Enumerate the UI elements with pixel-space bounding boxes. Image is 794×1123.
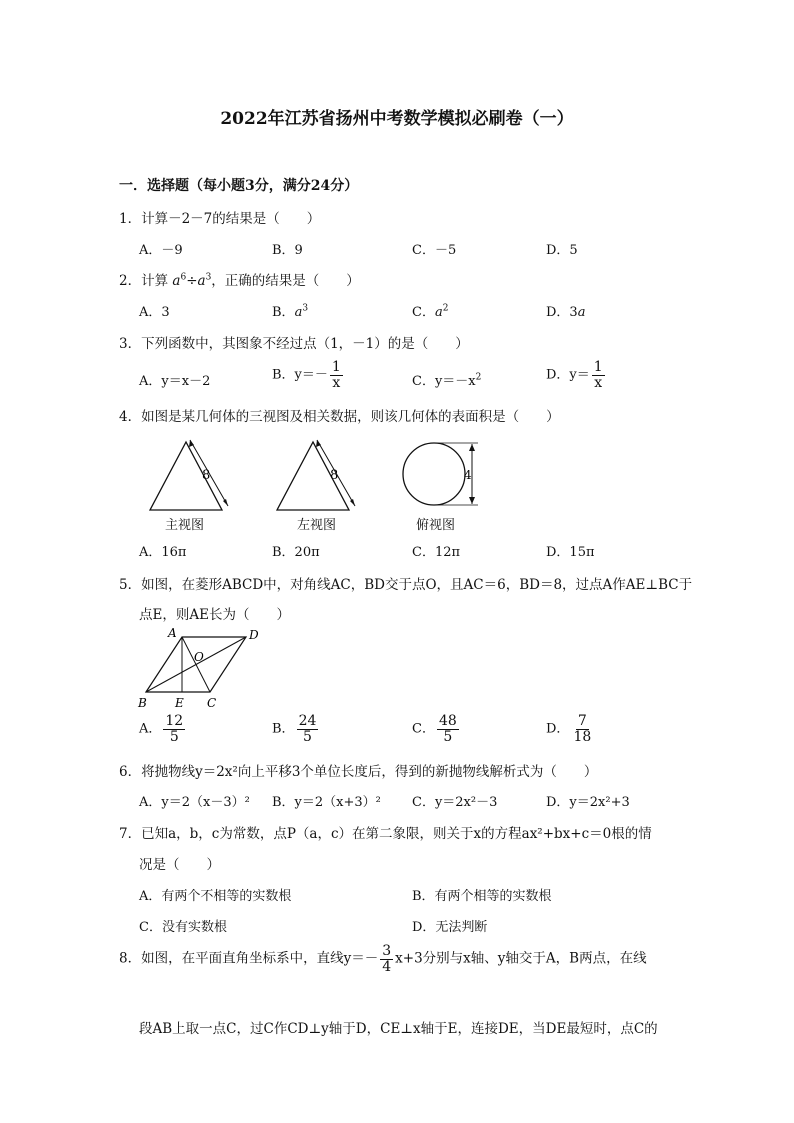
q3-d-label: D．y＝: [546, 367, 590, 383]
q3-b-den: x: [332, 374, 341, 391]
q2-d-var: a: [577, 305, 586, 320]
q2-c-var: a: [434, 305, 443, 320]
q2-stem-part: 2．计算: [119, 273, 173, 289]
q8-stem-pre: 8．如图，在平面直角坐标系中，直线y＝－: [119, 950, 379, 967]
q2-exp-3: 3: [205, 272, 212, 283]
point-d-label: D: [249, 628, 259, 642]
point-a-label: A: [168, 626, 177, 640]
q3-c-label: C．y＝－x: [412, 374, 476, 389]
q2-stem-tail: ，正确的结果是（ ）: [211, 273, 360, 289]
q5-d-den: 18: [573, 728, 592, 745]
q2-exp-6: 6: [180, 272, 187, 283]
point-b-label: B: [138, 696, 147, 710]
q5-option-b: [272, 714, 320, 744]
question-7-stem-line1: 7．已知a，b，c为常数，点P（a，c）在第二象限，则关于x的方程ax²+bx+c＝0根的情: [119, 826, 652, 842]
q7-option-d: D．无法判断: [412, 920, 488, 935]
q5-a-fraction: [163, 714, 185, 744]
section-heading: 一．选择题（每小题3分，满分24分）: [119, 178, 359, 194]
q3-option-d: [546, 360, 607, 390]
q3-c-exp: 2: [475, 372, 482, 383]
q1-option-c: C．－5: [412, 243, 457, 258]
q8-frac-den: 4: [382, 958, 392, 975]
q5-d-fraction: [571, 714, 593, 744]
q2-option-c: [412, 301, 448, 320]
q6-option-c: C．y＝2x²－3: [412, 795, 498, 810]
q7-option-b: B．有两个相等的实数根: [412, 889, 552, 904]
left-view-label: 左视图: [297, 518, 337, 533]
q2-div-sign: ÷: [186, 273, 198, 289]
q2-option-a: A．3: [139, 305, 170, 320]
q2-b-exp: 3: [302, 303, 309, 314]
q3-option-c: [412, 370, 481, 389]
q5-option-c: [412, 714, 461, 744]
top-view-label: 俯视图: [416, 518, 456, 533]
q6-option-d: D．y＝2x²+3: [546, 795, 630, 810]
q8-frac-num: 3: [382, 943, 392, 959]
q1-option-a: A．－9: [139, 243, 183, 258]
question-5-stem-line2: 点E，则AE长为（ ）: [139, 607, 290, 623]
q3-option-b: [272, 360, 345, 390]
q5-a-label: A．: [139, 721, 162, 737]
q3-b-num: 1: [331, 359, 341, 375]
question-1-stem: 1．计算－2－7的结果是（ ）: [119, 211, 321, 227]
q7-option-c: C．没有实数根: [139, 920, 227, 935]
q5-c-label: C．: [412, 721, 435, 737]
top-view-arrow-top: [469, 444, 475, 451]
q3-option-a: A．y＝x－2: [139, 374, 211, 389]
q8-stem-post: x+3分别与x轴、y轴交于A，B两点，在线: [395, 950, 647, 967]
q2-b-var: a: [294, 305, 303, 320]
q4-option-d: D．15π: [546, 545, 595, 560]
front-view-arrow-bottom: [223, 499, 228, 506]
q5-b-label: B．: [272, 721, 295, 737]
q5-option-d: [546, 714, 595, 744]
question-2-stem: [119, 269, 360, 289]
q3-d-fraction: [592, 360, 605, 390]
q3-d-num: 1: [593, 359, 603, 375]
q5-c-den: 5: [443, 728, 453, 745]
front-view-label: 主视图: [165, 518, 205, 533]
question-6-stem: 6．将抛物线y＝2x²向上平移3个单位长度后，得到的新抛物线解析式为（ ）: [119, 764, 598, 780]
q5-b-den: 5: [303, 728, 312, 745]
q5-c-fraction: [437, 714, 459, 744]
q4-option-a: A．16π: [139, 545, 187, 560]
q5-d-label: D．: [546, 721, 570, 737]
q4-option-c: C．12π: [412, 545, 461, 560]
question-5-stem-line1: 5．如图，在菱形ABCD中，对角线AC，BD交于点O，且AC＝6，BD＝8，过点A作AE⊥BC于: [119, 577, 693, 593]
left-view-dimension: 8: [330, 468, 339, 483]
q7-option-a: A．有两个不相等的实数根: [139, 889, 292, 904]
top-view-arrow-bottom: [469, 497, 475, 504]
q1-option-d: D．5: [546, 243, 578, 258]
q2-d-label: D．3: [546, 305, 578, 320]
q5-a-num: 12: [165, 713, 184, 729]
q3-d-den: x: [594, 374, 603, 391]
q2-option-b: [272, 301, 308, 320]
q3-b-fraction: [330, 360, 343, 390]
rhombus-figure: [132, 624, 272, 712]
front-view-dimension: 8: [202, 468, 211, 483]
q2-var-a: a: [172, 273, 181, 289]
q2-c-label: C．: [412, 305, 435, 320]
q2-b-label: B．: [272, 305, 295, 320]
q5-a-den: 5: [169, 728, 179, 745]
question-4-stem: 4．如图是某几何体的三视图及相关数据，则该几何体的表面积是（ ）: [119, 409, 560, 425]
point-o-label: O: [194, 650, 204, 664]
question-8-stem-line2: 段AB上取一点C，过C作CD⊥y轴于D，CE⊥x轴于E，连接DE，当DE最短时，点C的: [139, 1021, 658, 1037]
q5-c-num: 48: [438, 713, 457, 729]
q5-b-num: 24: [298, 713, 317, 729]
top-view-dimension: 4: [464, 468, 472, 482]
q1-option-b: B．9: [272, 243, 303, 258]
left-view-arrow-bottom: [350, 499, 355, 506]
q5-option-a: [139, 714, 187, 744]
q5-d-num: 7: [577, 713, 587, 729]
q2-var-a2: a: [197, 273, 206, 289]
q5-b-fraction: [297, 714, 319, 744]
question-3-stem: 3．下列函数中，其图象不经过点（1，－1）的是（ ）: [119, 336, 469, 352]
point-e-label: E: [175, 696, 184, 710]
top-view-circle: [403, 443, 465, 505]
point-c-label: C: [207, 696, 217, 710]
q6-option-b: B．y＝2（x+3）²: [272, 795, 381, 810]
question-7-stem-line2: 况是（ ）: [139, 857, 220, 873]
page-title: 2022年江苏省扬州中考数学模拟必刷卷（一）: [220, 109, 574, 129]
q2-c-exp: 2: [442, 303, 449, 314]
q8-fraction: [380, 944, 393, 974]
q4-option-b: B．20π: [272, 545, 320, 560]
diagonal-ac: [182, 637, 210, 692]
q2-option-d: [546, 301, 585, 320]
q6-option-a: A．y＝2（x－3）²: [139, 795, 250, 810]
q3-b-label: B．y＝－: [272, 367, 328, 383]
question-8-stem-line1: [119, 944, 647, 974]
